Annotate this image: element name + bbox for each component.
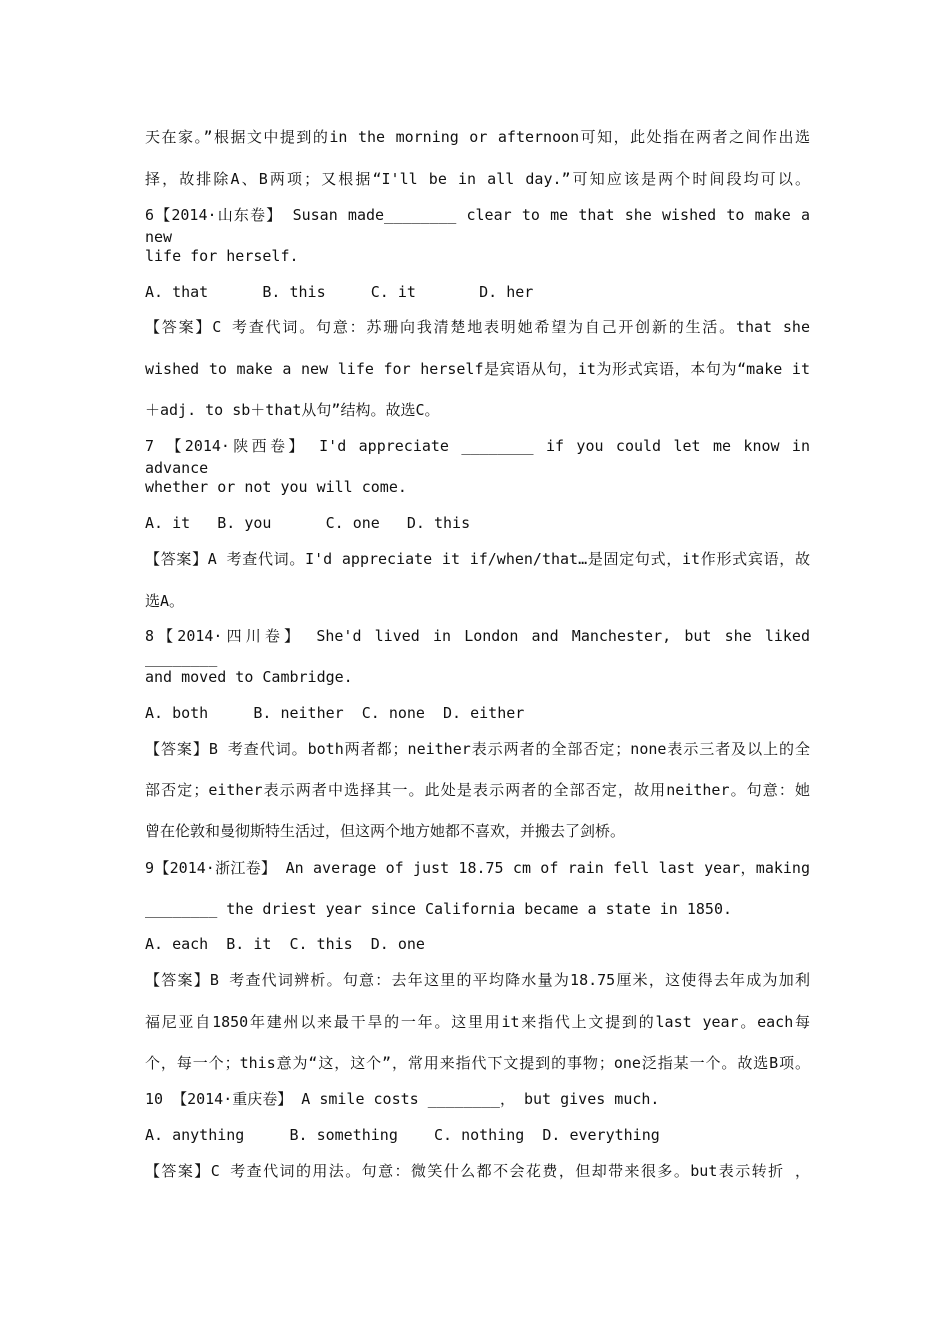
- text-line: 个，每一个；this意为“这，这个”，常用来指代下文提到的事物；one泛指某一个。故选B项。: [145, 1054, 810, 1072]
- text-line: life for herself.: [145, 247, 299, 265]
- text-line: ＋adj. to sb＋that从句”结构。故选C。: [145, 401, 440, 419]
- text-line: ________ the driest year since California became a state in 1850.: [145, 900, 732, 918]
- text-line: 部否定；either表示两者中选择其一。此处是表示两者的全部否定，故用neither。句意：她: [145, 781, 810, 799]
- question-10-line: 10 【2014·重庆卷】 A smile costs ________， but gives much.: [145, 1090, 660, 1108]
- text-line: and moved to Cambridge.: [145, 668, 353, 686]
- answer-line: 【答案】B 考查代词辨析。句意：去年这里的平均降水量为18.75厘米，这使得去年成为加利: [145, 971, 810, 989]
- text-line: 天在家。”根据文中提到的in the morning or afternoon可知，此处指在两者之间作出选: [145, 128, 810, 146]
- answer-line: 【答案】C 考查代词。句意：苏珊向我清楚地表明她希望为自己开创新的生活。that she: [145, 318, 810, 336]
- options-line: A. both B. neither C. none D. either: [145, 704, 525, 722]
- question-7-line: 7 【2014·陕西卷】 I'd appreciate ________ if you could let me know in advance: [145, 437, 810, 477]
- text-line: whether or not you will come.: [145, 478, 407, 496]
- answer-line: 【答案】A 考查代词。I'd appreciate it if/when/that…是固定句式，it作形式宾语，故: [145, 550, 810, 568]
- question-8-line: 8【2014·四川卷】 She'd lived in London and Manchester, but she liked ________: [145, 627, 810, 667]
- answer-line: 【答案】C 考查代词的用法。句意：微笑什么都不会花费，但却带来很多。but表示转折 ，: [145, 1162, 810, 1180]
- question-9-line: 9【2014·浙江卷】 An average of just 18.75 cm of rain fell last year，making: [145, 859, 810, 877]
- options-line: A. anything B. something C. nothing D. everything: [145, 1126, 660, 1144]
- text-line: 择，故排除A、B两项；又根据“I'll be in all day.”可知应该是两个时间段均可以。: [145, 170, 810, 188]
- text-line: 福尼亚自1850年建州以来最干旱的一年。这里用it来指代上文提到的last year。each每: [145, 1013, 810, 1031]
- options-line: A. each B. it C. this D. one: [145, 935, 425, 953]
- text-line: 选A。: [145, 592, 185, 610]
- options-line: A. it B. you C. one D. this: [145, 514, 471, 532]
- text-line: 曾在伦敦和曼彻斯特生活过，但这两个地方她都不喜欢，并搬去了剑桥。: [145, 822, 626, 840]
- answer-line: 【答案】B 考查代词。both两者都；neither表示两者的全部否定；none表示三者及以上的全: [145, 740, 810, 758]
- text-line: wished to make a new life for herself是宾语从句，it为形式宾语，本句为“make it: [145, 360, 810, 378]
- question-6-line: 6【2014·山东卷】 Susan made________ clear to me that she wished to make a new: [145, 206, 810, 246]
- options-line: A. that B. this C. it D. her: [145, 283, 534, 301]
